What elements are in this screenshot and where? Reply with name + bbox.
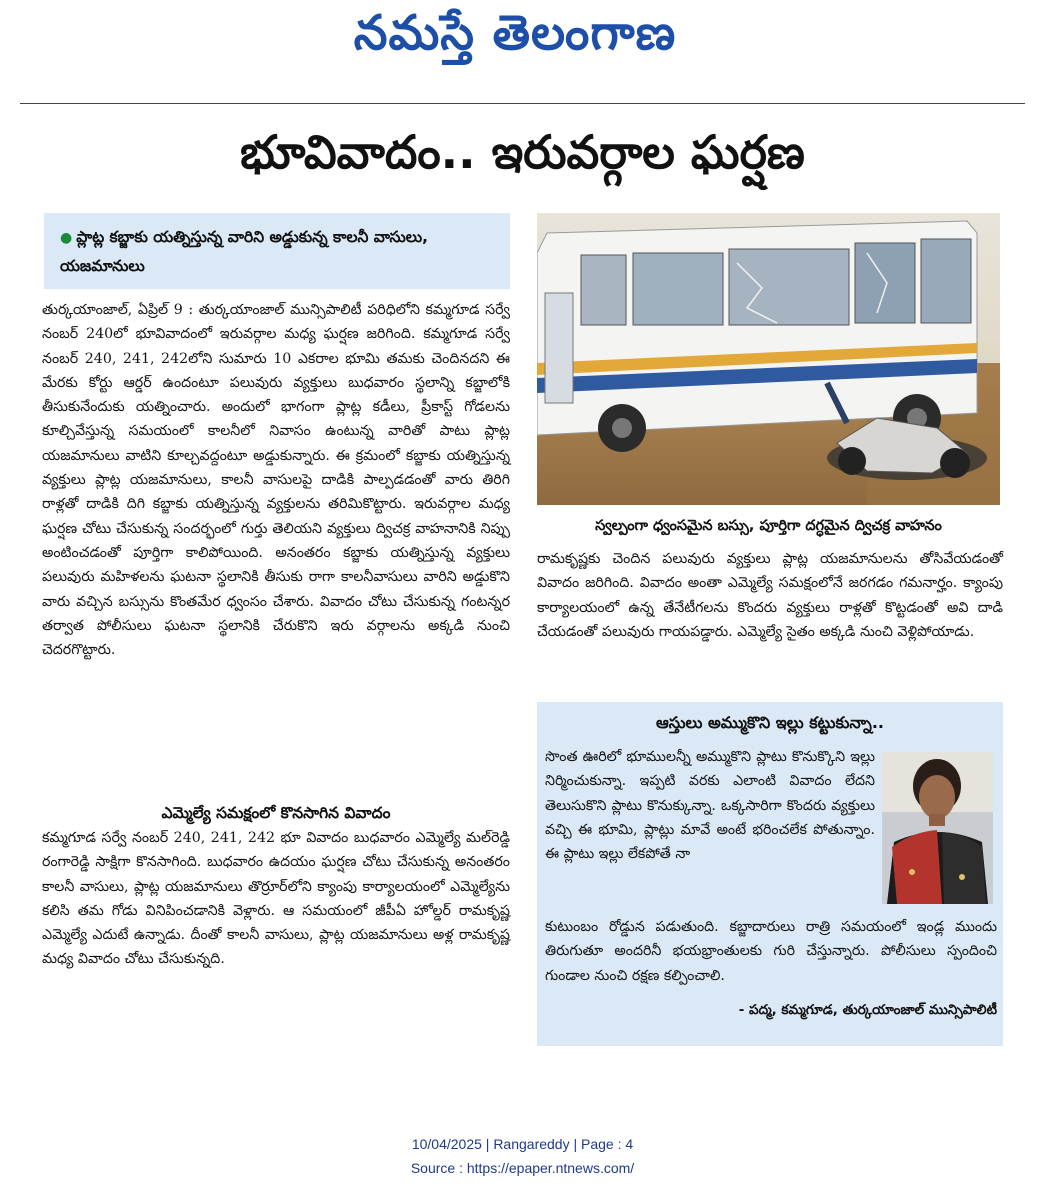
testimonial-credit: - పద్మ, కమ్మగూడ, తుర్కయాంజాల్ మున్సిపాలిటీ: [738, 1002, 997, 1018]
footer-source-link[interactable]: Source : https://epaper.ntnews.com/: [410, 1160, 635, 1176]
article-subhead: ఎమ్మెల్యే సమక్షంలో కొనసాగిన వివాదం: [161, 804, 391, 822]
deck-text: ప్లాట్ల కబ్జాకు యత్నిస్తున్న వారిని అడ్డుకున్న కాలనీ వాసులు, యజమానులు: [60, 228, 429, 275]
masthead-logo: నమస్తే తెలంగాణ: [353, 5, 677, 61]
testimonial-body-b: కుటుంబం రోడ్డున పడుతుంది. కబ్జాదారులు రాత్రి సమయంలో ఇండ్ల ముందు తిరుగుతూ అందరినీ భయభ్రాంతులకు గురి చేస్తున్నారు. పోలీసులు స్పందించి గుండాల నుంచి రక్షణ కల్పించాలి.: [545, 919, 997, 984]
article-body-part3: రామకృష్ణకు చెందిన పలువురు వ్యక్తులు ప్లాట్ల యజమానులను తోసివేయడంతో వివాదం జరిగింది. వివాదం అంతా ఎమ్మెల్యే సమక్షంలోనే జరగడం గమనార్హం. క్యాంపు కార్యాలయంలో ఉన్న తేనేటీగలను కొందరు వ్యక్తులు రాళ్లతో కొట్టడంతో అవి దాడి చేయడంతో పలువురు గాయపడ్డారు. ఎమ్మెల్యే సైతం అక్కడి నుంచి వెళ్లిపోయాడు.: [537, 551, 1003, 640]
article-column-right: [537, 547, 1003, 644]
testimonial-body-a: సొంత ఊరిలో భూములన్నీ అమ్ముకొని ప్లాటు కొనుక్కొని ఇల్లు నిర్మించుకున్నా. ఇప్పటి వరకు ఎలాంటి వివాదం లేదని తెలుసుకొని ప్లాటు కొనుక్కున్నా. ఒక్కసారిగా కొందరు వ్యక్తులు వచ్చి ఈ భూమి, ప్లాట్లు మావే అంటే భరించలేక పోతున్నాం. ఈ ప్లాటు ఇల్లు లేకపోతే నా: [545, 749, 875, 863]
bus-photo-illustration: [537, 213, 1000, 505]
deck-box: [44, 213, 510, 289]
article-column-left-continued: [42, 826, 510, 972]
bullet-icon: ●: [60, 230, 73, 246]
article-column-left: [42, 298, 510, 662]
bus-photo: [537, 213, 1000, 505]
page-footer: [0, 1132, 1045, 1180]
testimonial-title: ఆస్తులు అమ్ముకొని ఇల్లు కట్టుకున్నా..: [655, 713, 884, 732]
footer-date-page: 10/04/2025 | Rangareddy | Page : 4: [411, 1136, 634, 1152]
article-body-part2: కమ్మగూడ సర్వే నంబర్ 240, 241, 242 భూ వివాదం బుధవారం ఎమ్మెల్యే మల్‌రెడ్డి రంగారెడ్డి సాక్షిగా కొనసాగింది. బుధవారం ఉదయం ఘర్షణ చోటు చేసుకున్న అనంతరం కాలనీ వాసులు, ప్లాట్ల యజమానులు తొర్రూర్‌లోని క్యాంపు కార్యాలయంలో ఎమ్మెల్యేను కలిసి తమ గోడు వినిపించడానికి వెళ్లారు. ఆ సమయంలో జీపీఏ హోల్డర్ రామకృష్ణ ఎమ్మెల్యే ఎదుటే ఉన్నాడు. దీంతో కాలనీ వాసులు, ప్లాట్ల యజమానులు అళ్ల రామకృష్ణ మధ్య వివాదం చోటు చేసుకున్నది.: [42, 830, 510, 968]
article-body-part1: తుర్కయాంజాల్, ఏప్రిల్ 9 : తుర్కయాంజాల్ మున్సిపాలిటీ పరిధిలోని కమ్మగూడ సర్వే నంబర్ 240లో భూవివాదంలో ఇరువర్గాల మధ్య ఘర్షణ జరిగింది. కమ్మగూడ సర్వే నంబర్ 240, 241, 242లోని సుమారు 10 ఎకరాల భూమి తమకు చెందినదని ఈ మేరకు కోర్టు ఆర్డర్ ఉందంటూ పలువురు వ్యక్తులు బుధవారం స్థలాన్ని కబ్జాలోకి తీసుకునేందుకు యత్నించారు. అందులో భాగంగా ప్లాట్ల కడీలు, ప్రీకాస్ట్ గోడలను కూల్చివేస్తున్న సమయంలో కాలనీలో నివాసం ఉంటున్న వారితో పాటు ప్లాట్ల యజమానులు వాటిని కూల్చవద్దంటూ అడ్డుకున్నారు. ఈ క్రమంలో కబ్జాకు యత్నిస్తున్న వ్యక్తులు ప్లాట్ల యజమానులు, కాలనీ వాసులపై దాడికి పాల్పడడంతో వారు తిరిగి రాళ్లతో దాడికి దిగి కబ్జాకు యత్నిస్తున్న వ్యక్తులను తరిమికొట్టారు. ఇరువర్గాల మధ్య ఘర్షణ చోటు చేసుకున్న సందర్భంలో గుర్తు తెలియని వ్యక్తులు ద్విచక్ర వాహనానికి నిప్పు అంటించడంతో పూర్తిగా కాలిపోయింది. అనంతరం కబ్జాకు యత్నిస్తున్న వ్యక్తులు పలువురు మహిళలను ఘటనా స్థలానికి తీసుకు రాగా కాలనీవాసులు వారిని అడ్డుకొని వారు వచ్చిన బస్సును కొంతమేర ధ్వంసం చేశారు. వివాదం చోటు చేసుకున్న గంటన్నర తర్వాత పోలీసులు ఘటనా స్థలానికి చేరుకొని ఇరు వర్గాలను అక్కడి నుంచి చెదరగొట్టారు.: [42, 302, 510, 659]
testimonial-text-bottom: [545, 915, 997, 988]
masthead-divider: [20, 103, 1025, 104]
testimonial-text-top: [545, 745, 875, 866]
photo-caption: స్వల్పంగా ధ్వంసమైన బస్సు, పూర్తిగా దగ్ధమైన ద్విచక్ర వాహనం: [595, 518, 942, 534]
headline: భూవివాదం.. ఇరువర్గాల ఘర్షణ: [240, 125, 805, 179]
portrait-illustration: [882, 752, 993, 904]
woman-portrait-photo: [882, 752, 993, 904]
